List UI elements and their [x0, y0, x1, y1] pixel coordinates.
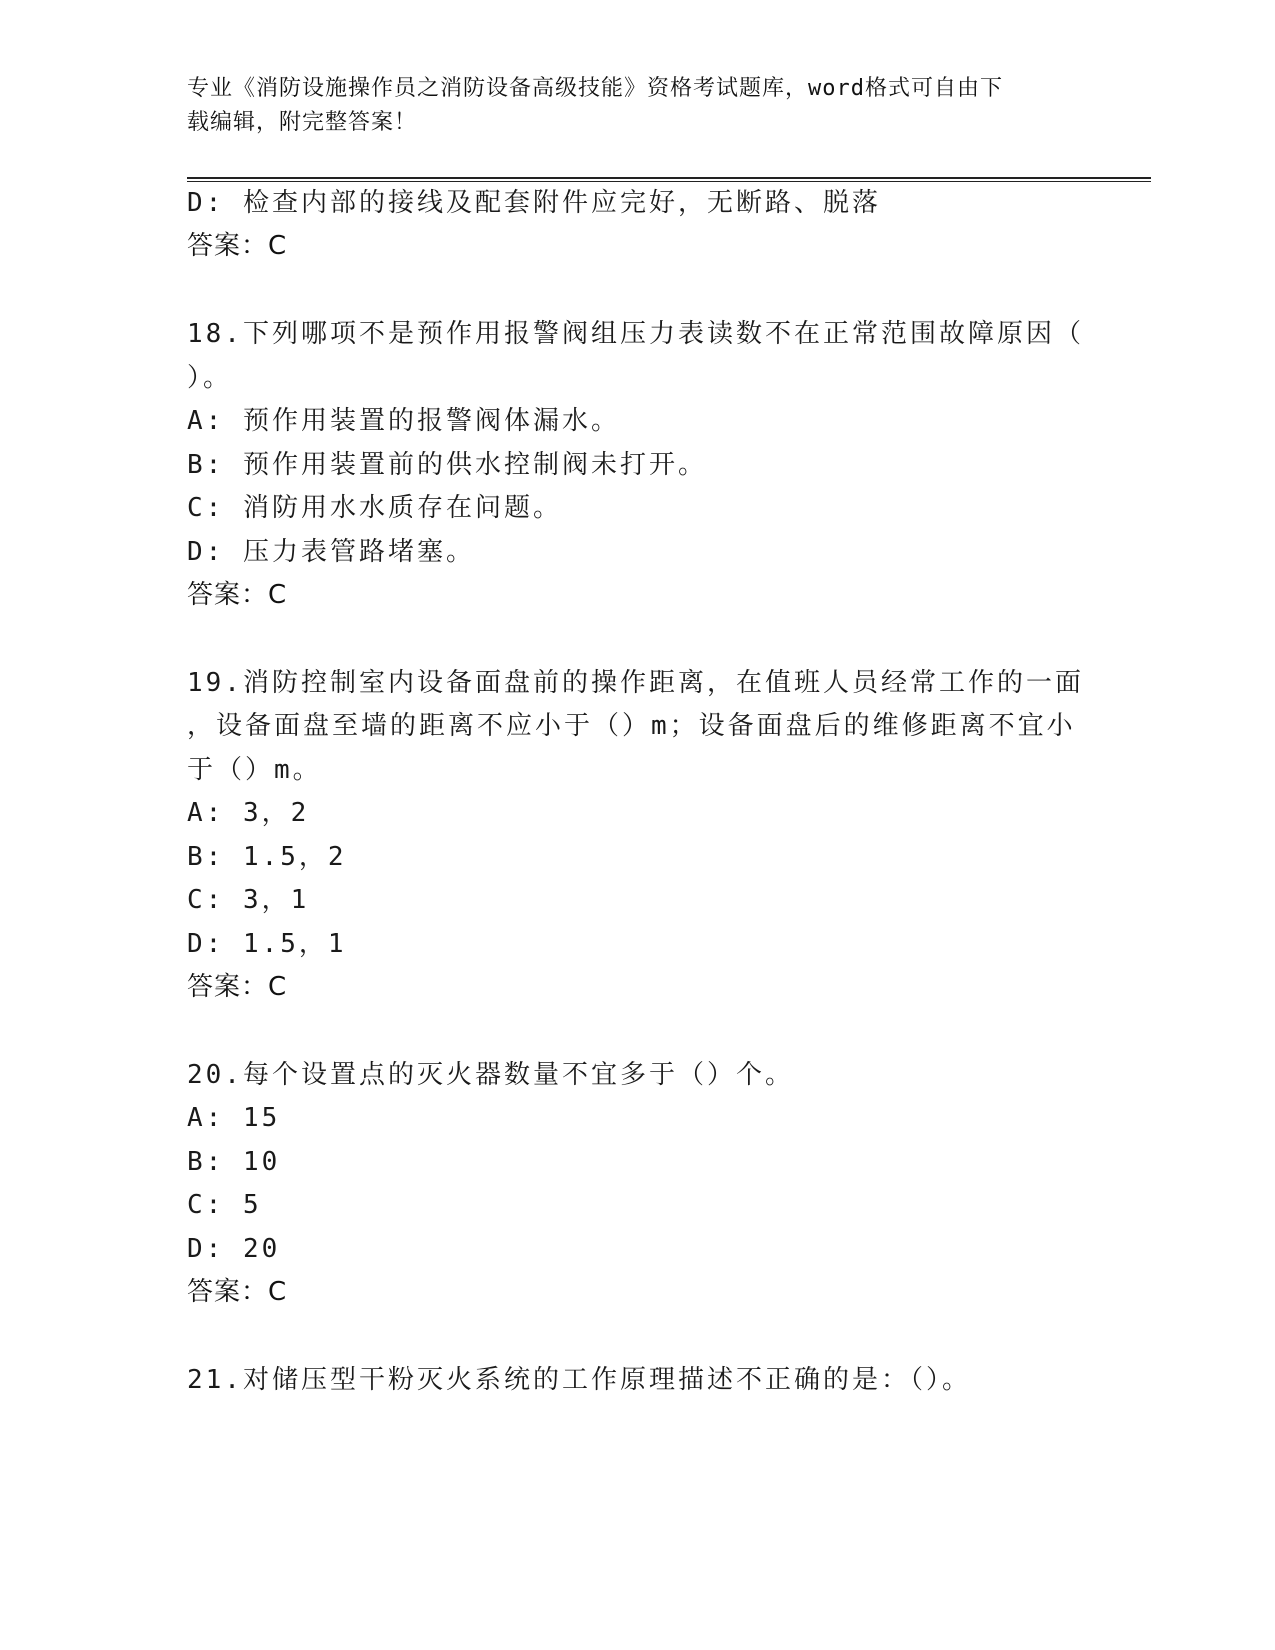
q18-stem-line-1: 18.下列哪项不是预作用报警阀组压力表读数不在正常范围故障原因（ — [187, 319, 1084, 349]
q17-answer: 答案：C — [187, 231, 288, 261]
header-divider — [187, 177, 1151, 182]
q19-option-d: D: 1.5，1 — [187, 929, 347, 959]
q18-option-d: D: 压力表管路堵塞。 — [187, 537, 475, 567]
q20-option-d: D: 20 — [187, 1234, 281, 1264]
q17-option-d: D: 检查内部的接线及配套附件应完好，无断路、脱落 — [187, 188, 881, 218]
q19-option-b: B: 1.5，2 — [187, 842, 347, 872]
q21-stem-line-1: 21.对储压型干粉灭火系统的工作原理描述不正确的是：（）。 — [187, 1365, 971, 1395]
q20-answer: 答案：C — [187, 1277, 288, 1307]
q20-stem-line-1: 20.每个设置点的灭火器数量不宜多于（）个。 — [187, 1060, 794, 1090]
title-line-1: 专业《消防设施操作员之消防设备高级技能》资格考试题库，word格式可自由下 — [187, 76, 1003, 101]
q18-answer: 答案：C — [187, 580, 288, 610]
q19-stem-line-1: 19.消防控制室内设备面盘前的操作距离，在值班人员经常工作的一面 — [187, 668, 1084, 698]
q19-answer: 答案：C — [187, 972, 288, 1002]
q18-option-a: A: 预作用装置的报警阀体漏水。 — [187, 406, 620, 436]
title-line-2: 载编辑，附完整答案！ — [187, 110, 418, 135]
q20-option-a: A: 15 — [187, 1103, 281, 1133]
q20-option-c: C: 5 — [187, 1190, 262, 1220]
q18-option-b: B: 预作用装置前的供水控制阀未打开。 — [187, 450, 707, 480]
q20-option-b: B: 10 — [187, 1147, 281, 1177]
q18-stem-line-2: ）。 — [187, 363, 233, 393]
q19-stem-line-2: ，设备面盘至墙的距离不应小于（）m；设备面盘后的维修距离不宜小 — [187, 711, 1076, 741]
q19-stem-line-3: 于（）m。 — [187, 755, 322, 785]
q18-option-c: C: 消防用水水质存在问题。 — [187, 493, 562, 523]
q19-option-a: A: 3，2 — [187, 798, 310, 828]
document-title — [187, 72, 1077, 140]
q19-option-c: C: 3，1 — [187, 885, 310, 915]
